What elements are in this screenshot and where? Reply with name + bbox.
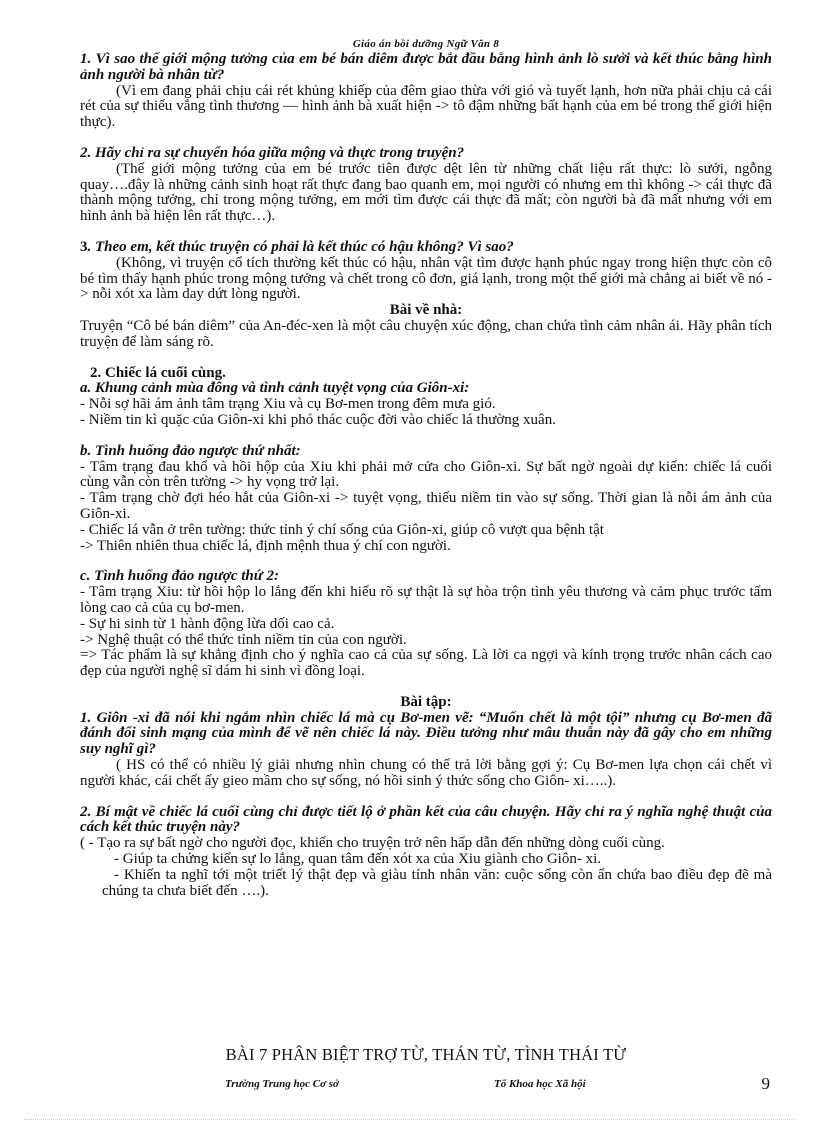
part-b-title: b. Tình huống đảo ngược thứ nhất: — [80, 442, 301, 459]
homework-text: Truyện “Cô bé bán diêm” của An-đéc-xen là một câu chuyện xúc động, chan chứa tình cảm nhân ái. Hãy phân tích truyện để làm sáng rõ. — [80, 317, 772, 350]
part-c-item: - Tâm trạng Xiu: từ hồi hộp lo lắng đến khi hiểu rõ sự thật là sự hòa trộn tình yêu thương và cảm phục trước tấm lòng cao cả của cụ bơ-men. — [80, 584, 772, 616]
question-3 — [80, 240, 772, 256]
footer-department: Tổ Khoa học Xã hội — [494, 1078, 586, 1090]
question-2: 2. Hãy chỉ ra sự chuyển hóa giữa mộng và thực trong truyện? — [80, 144, 465, 161]
question-3-number: 3 — [80, 238, 88, 255]
story-2-title: 2. Chiếc lá cuối cùng. — [90, 364, 226, 381]
part-c-item: => Tác phẩm là sự khẳng định cho ý nghĩa cao cả của sự sống. Là lời ca ngợi và kính trọng trước nhân cách cao đẹp của người nghệ sĩ dám hi sinh vì đồng loại. — [80, 647, 772, 680]
lesson-title: BÀI 7 PHÂN BIỆT TRỢ TỪ, THÁN TỪ, TÌNH THÁI TỪ — [225, 1045, 627, 1064]
page-header: Giáo án bồi dưỡng Ngữ Văn 8 — [352, 38, 500, 50]
part-c-item: - Sự hi sinh từ 1 hành động lừa dối cao cả. — [80, 615, 335, 632]
exercise-answer-2-item: - Giúp ta chứng kiến sự lo lắng, quan tâm đến xót xa của Xiu giành cho Giôn- xi. — [114, 851, 601, 868]
page-bottom-divider — [24, 1119, 794, 1120]
part-a-item: - Niềm tin kì quặc của Giôn-xi khi phó thác cuộc đời vào chiếc lá thường xuân. — [80, 411, 556, 428]
homework-title: Bài về nhà: — [389, 302, 463, 319]
exercise-answer-1: ( HS có thể có nhiều lý giải nhưng nhìn chung có thể trả lời bằng gợi ý: Cụ Bơ-men lựa chọn cái chết vì người khác, cái chết ấy gieo mầm cho sự sống, nó hồi sinh ý thức sống cho Giôn- xi…..). — [80, 757, 772, 789]
exercise-answer-2-item: - Khiến ta nghĩ tới một triết lý thật đẹp và giàu tính nhân văn: cuộc sống còn ẩn chứa bao điều đẹp đẽ mà chúng ta chưa biết đến ….). — [102, 866, 772, 899]
part-c-item: -> Nghệ thuật có thể thức tỉnh niềm tin của con người. — [80, 631, 407, 648]
question-1: 1. Vì sao thế giới mộng tưởng của em bé bán diêm được bắt đầu bằng hình ảnh lò sưởi và kết thúc bằng hình ảnh người bà nhân từ? — [80, 51, 772, 83]
page-number: 9 — [761, 1074, 770, 1093]
question-3-text: . Theo em, kết thúc truyện có phải là kết thúc có hậu không? Vì sao? — [87, 238, 514, 255]
part-b-item: - Tâm trạng chờ đợi héo hắt của Giôn-xi -> tuyệt vọng, thiếu niềm tin vào sự sống. Thời gian là nỗi ám ảnh của Giôn-xi. — [80, 490, 772, 522]
exercise-answer-2-lead: ( - Tạo ra sự bất ngờ cho người đọc, khiến cho truyện trở nên hấp dẫn đến những dòng cuối cùng. — [80, 835, 665, 852]
answer-2: (Thế giới mộng tưởng của em bé trước tiên được dệt lên từ những chất liệu rất thực: lò sưởi, ngỗng quay….đây là những cảnh sinh hoạt rất thực đang bao quanh em, mọi người có nhưng em thì không -> cái thực đã thành mộng tưởng, chỉ trong mộng tưởng, em mới tìm được cái thực đã mất; còn người bà đã mất nhưng với em hình ảnh bà hiện lên rất thực…). — [80, 160, 772, 225]
page-footer — [80, 1076, 772, 1096]
part-a-title: a. Khung cảnh mùa đông và tình cảnh tuyệt vọng của Giôn-xi: — [80, 380, 470, 397]
exercise-question-2: 2. Bí mật về chiếc lá cuối cùng chỉ được tiết lộ ở phần kết của câu chuyện. Hãy chỉ ra ý nghĩa nghệ thuật của cách kết thúc truyện này? — [80, 803, 772, 836]
exercise-title: Bài tập: — [400, 693, 452, 710]
part-a-item: - Nỗi sợ hãi ám ảnh tâm trạng Xiu và cụ Bơ-men trong đêm mưa gió. — [80, 396, 496, 413]
part-b-item: - Chiếc lá vẫn ở trên tường: thức tỉnh ý chí sống của Giôn-xi, giúp cô vượt qua bệnh tật — [80, 521, 604, 538]
answer-1: (Vì em đang phải chịu cái rét khủng khiếp của đêm giao thừa với gió và tuyết lạnh, hơn nữa phải chịu cả cái rét của sự thiếu vắng tình thương — hình ảnh bà xuất hiện -> tô đậm những bất hạnh của em bé trong thế giới hiện thực). — [80, 82, 772, 131]
footer-school: Trường Trung học Cơ sở — [225, 1078, 339, 1090]
part-c-title: c. Tình huống đảo ngược thứ 2: — [80, 568, 279, 585]
answer-3: (Không, vì truyện cổ tích thường kết thúc có hậu, nhân vật tìm được hạnh phúc ngay trong hiện thực còn cô bé tìm thấy hạnh phúc trong mộng tưởng và chết trong cô đơn, giá lạnh, trong một thế giới mà chẳng ai biết về nó -> nỗi xót xa làm day dứt lòng người. — [80, 254, 772, 303]
part-b-item: - Tâm trạng đau khổ và hồi hộp của Xiu khi phải mở cửa cho Giôn-xi. Sự bất ngờ ngoài dự kiến: chiếc lá cuối cùng vẫn còn trên tường -> hy vọng trở lại. — [80, 458, 772, 491]
page-content — [80, 52, 772, 899]
exercise-question-1: 1. Giôn -xi đã nói khi ngắm nhìn chiếc lá mà cụ Bơ-men vẽ: “Muốn chết là một tội” nhưng cụ Bơ-men đã đánh đổi sinh mạng của mình để vẽ nên chiếc lá này. Điều tưởng như mâu thuẫn này đã gây cho em những suy nghĩ gì? — [80, 709, 772, 758]
part-b-item: -> Thiên nhiên thua chiếc lá, định mệnh thua ý chí con người. — [80, 537, 451, 554]
